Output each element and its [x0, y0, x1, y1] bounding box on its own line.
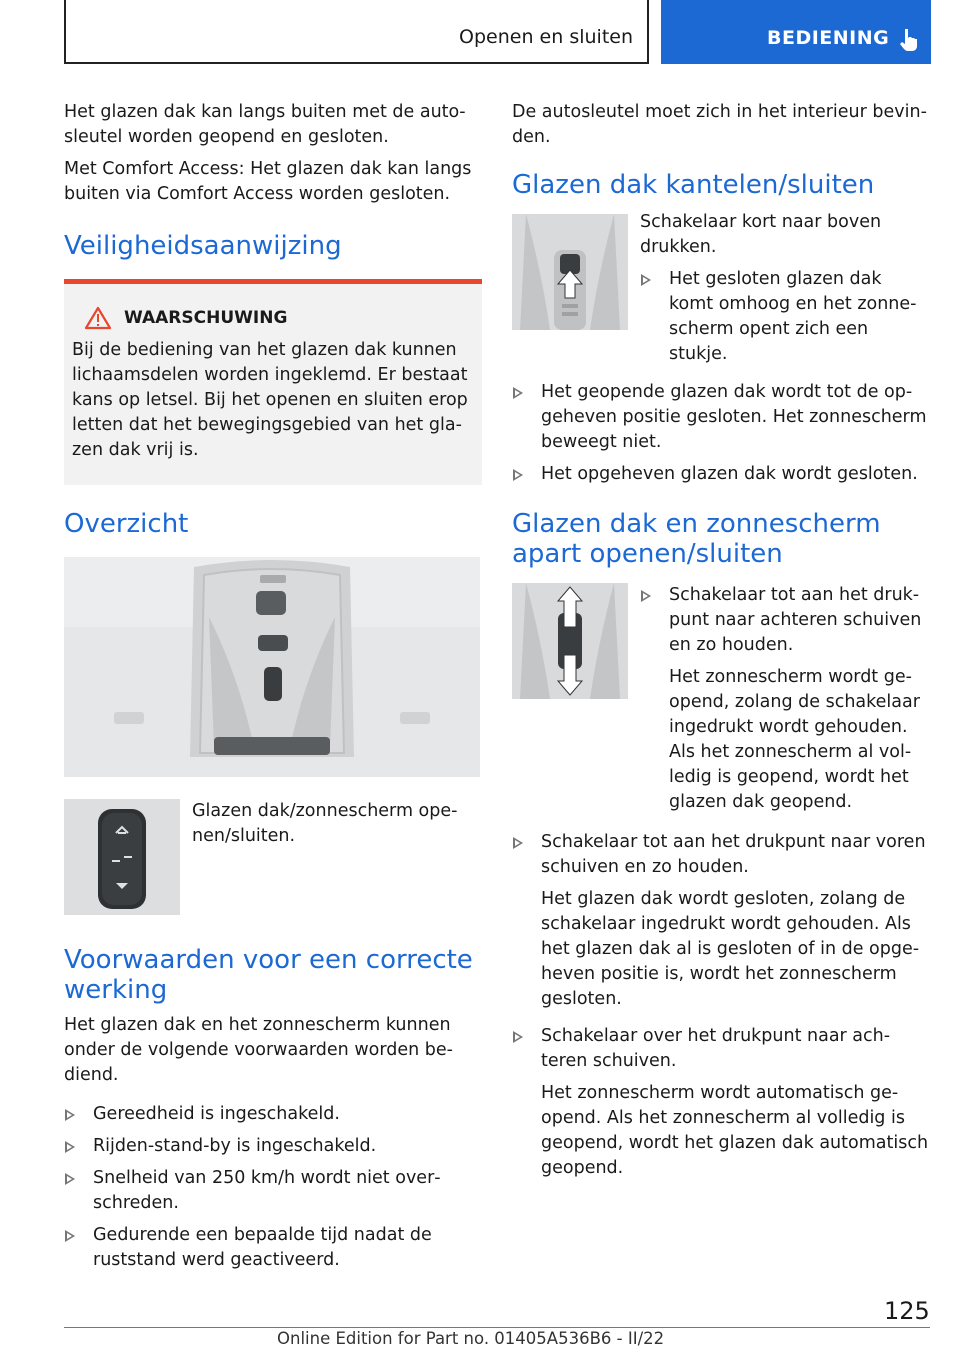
right-intro: De autosleutel moet zich in het interieur bevinden. [512, 102, 927, 147]
list-item-text: Gedurende een bepaalde tijd nadat de ruststand werd geactiveerd. [93, 1225, 432, 1270]
bullet-triangle-icon [513, 837, 523, 849]
tilt-bullets [512, 380, 930, 487]
list-item-text: Schakelaar over het drukpunt naar achteren schuiven. [541, 1026, 891, 1071]
list-item [512, 830, 930, 1012]
list-item-text: Gereedheid is ingeschakeld. [93, 1104, 340, 1124]
conditions-list [64, 1102, 482, 1273]
list-item-text: Schakelaar tot aan het drukpunt naar voren schuiven en zo houden. [541, 832, 926, 877]
warning-box [64, 279, 482, 485]
list-item [64, 1223, 482, 1273]
header-section-frame [64, 0, 649, 64]
conditions-intro: Het glazen dak en het zonnescherm kunnen onder de volgende voorwaarden worden bediend. [64, 1015, 453, 1085]
bullet-triangle-icon [641, 590, 651, 602]
list-item-text: Snelheid van 250 km/h wordt niet overschreden. [93, 1168, 441, 1213]
list-item [64, 1102, 482, 1127]
footer-divider-right [864, 1327, 930, 1328]
page-number: 125 [884, 1297, 930, 1325]
bullet-triangle-icon [65, 1109, 75, 1121]
intro-paragraph-1: Het glazen dak kan langs buiten met de autosleutel worden geopend en gesloten. [64, 102, 466, 147]
list-item [512, 380, 930, 455]
intro-paragraph-2: Met Comfort Access: Het glazen dak kan langs buiten via Comfort Access worden gesloten. [64, 159, 472, 204]
tilt-text-block [640, 210, 930, 374]
list-item-text: Het opgeheven glazen dak wordt gesloten. [541, 464, 918, 484]
bullet-triangle-icon [513, 1031, 523, 1043]
warning-title: WAARSCHUWING [124, 308, 288, 328]
separate-figure-row [512, 583, 930, 822]
list-item [640, 583, 930, 815]
list-item [512, 462, 930, 487]
list-item [640, 267, 930, 367]
slide-switch-image [512, 583, 628, 699]
conditions-heading: Voorwaarden voor een correcte werking [64, 945, 473, 1005]
bullet-triangle-icon [65, 1230, 75, 1242]
list-item-text: Rijden-stand-by is ingeschakeld. [93, 1136, 377, 1156]
safety-heading: Veiligheidsaanwijzing [64, 231, 342, 261]
slide-switch-illustration [512, 583, 628, 699]
list-item-detail: Het zonnescherm wordt geopend, zolang de schakelaar ingedrukt wordt gehouden. Als het zonnescherm al volledig is geopend, wordt het glazen dak geopend. [669, 667, 920, 812]
roof-console-image [64, 557, 480, 777]
warning-triangle-icon [84, 306, 112, 330]
switch-image [64, 799, 180, 915]
right-column [512, 100, 930, 1188]
overview-heading: Overzicht [64, 509, 189, 539]
bullet-triangle-icon [513, 387, 523, 399]
list-item-text: Het gesloten glazen dak komt omhoog en het zonnescherm opent zich een stukje. [669, 269, 917, 364]
tilt-switch-illustration [512, 214, 628, 330]
switch-illustration [64, 799, 180, 915]
list-item-detail: Het zonnescherm wordt automatisch geopend. Als het zonnescherm al volledig is geopend, wordt het glazen dak automatisch geopend. [541, 1083, 929, 1178]
list-item [512, 1024, 930, 1181]
bullet-triangle-icon [513, 469, 523, 481]
header-section-title: Openen en sluiten [459, 26, 633, 48]
separate-text-block [640, 583, 930, 822]
roof-console-illustration [64, 557, 480, 777]
separate-bullets-inline [640, 583, 930, 815]
separate-bullets [512, 830, 930, 1181]
bullet-triangle-icon [641, 274, 651, 286]
tilt-switch-image [512, 214, 628, 330]
list-item-text: Het geopende glazen dak wordt tot de opgeheven positie gesloten. Het zonnescherm beweegt niet. [541, 382, 927, 452]
left-column [64, 100, 482, 1280]
list-item-text: Schakelaar tot aan het drukpunt naar achteren schuiven en zo houden. [669, 585, 922, 655]
list-item [64, 1166, 482, 1216]
switch-figure-row [64, 799, 482, 915]
warning-text: Bij de bediening van het glazen dak kunnen lichaamsdelen worden ingeklemd. Er bestaat kans op letsel. Bij het openen en sluiten erop letten dat het bewegingsgebied van het glazen dak vrij is. [72, 340, 468, 460]
warning-header [72, 306, 472, 330]
bullet-triangle-icon [65, 1173, 75, 1185]
separate-heading: Glazen dak en zonnescherm apart openen/sluiten [512, 509, 881, 569]
tilt-figure-row [512, 210, 930, 374]
footer-edition: Online Edition for Part no. 01405A536B6 - II/22 [277, 1329, 665, 1348]
hand-pointer-icon [897, 27, 921, 51]
tilt-bullets-inline [640, 267, 930, 367]
tilt-instruction: Schakelaar kort naar boven drukken. [640, 212, 882, 257]
switch-caption: Glazen dak/zonnescherm openen/sluiten. [192, 801, 458, 846]
header-chapter-label: BEDIENING [767, 27, 890, 49]
list-item [64, 1134, 482, 1159]
bullet-triangle-icon [65, 1141, 75, 1153]
list-item-detail: Het glazen dak wordt gesloten, zolang de schakelaar ingedrukt wordt gehouden. Als het glazen dak al is gesloten of in de opgeheven positie is, wordt het zonnescherm gesloten. [541, 889, 920, 1009]
footer-divider [64, 1327, 864, 1328]
header-chapter-tab [661, 0, 931, 64]
tilt-heading: Glazen dak kantelen/sluiten [512, 170, 875, 200]
